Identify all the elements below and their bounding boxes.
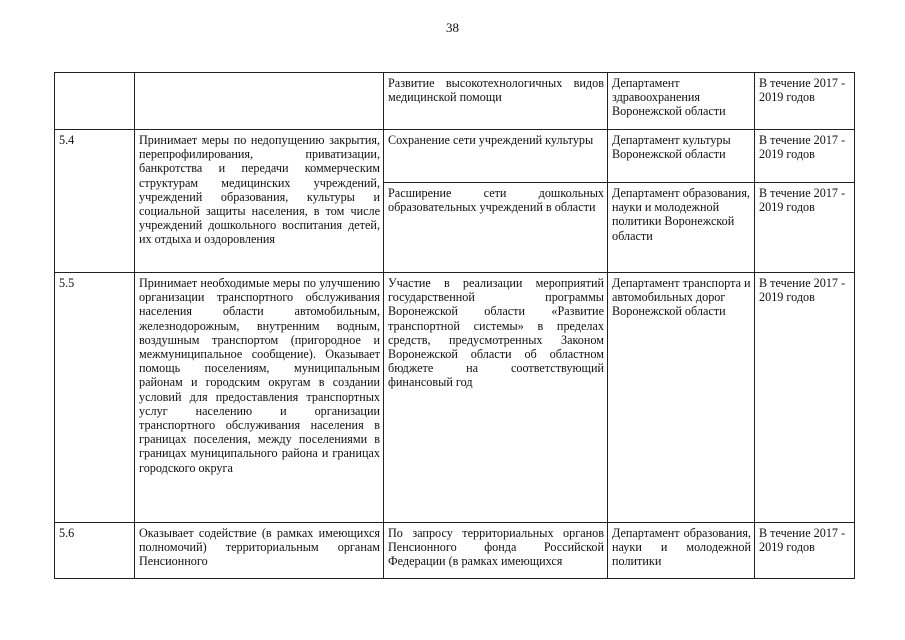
direction-cell: Расширение сети дошкольных образовательных учреждений в области xyxy=(384,183,608,273)
measures-table xyxy=(54,72,855,579)
table-row xyxy=(55,523,855,579)
period-cell: В течение 2017 - 2019 годов xyxy=(755,73,855,130)
row-number xyxy=(55,73,135,130)
row-number: 5.5 xyxy=(55,273,135,523)
measure-cell: Оказывает содействие (в рамках имеющихся полномочий) территориальным органам Пенсионного xyxy=(135,523,384,579)
department-cell: Департамент транспорта и автомобильных дорог Воронежской области xyxy=(608,273,755,523)
period-cell: В течение 2017 - 2019 годов xyxy=(755,523,855,579)
direction-cell: По запросу территориальных органов Пенсионного фонда Российской Федерации (в рамках имеющихся xyxy=(384,523,608,579)
row-number: 5.4 xyxy=(55,130,135,273)
direction-cell: Развитие высокотехнологичных видов медицинской помощи xyxy=(384,73,608,130)
direction-cell: Участие в реализации мероприятий государственной программы Воронежской области «Развитие транспортной системы» в пределах средств, предусмотренных Законом Воронежской области об областном бюджете на соответствующий финансовый год xyxy=(384,273,608,523)
row-number: 5.6 xyxy=(55,523,135,579)
measure-cell xyxy=(135,73,384,130)
period-cell: В течение 2017 - 2019 годов xyxy=(755,130,855,183)
period-cell: В течение 2017 - 2019 годов xyxy=(755,273,855,523)
table-row xyxy=(55,73,855,130)
measure-cell: Принимает меры по недопущению закрытия, перепрофилирования, приватизации, банкротства и передачи коммерческим структурам медицинских учреждений, учреждений образования, культуры и социальной защиты населения, в том числе учреждений дошкольного воспитания детей, их отдыха и оздоровления xyxy=(135,130,384,273)
table-row xyxy=(55,130,855,183)
period-cell: В течение 2017 - 2019 годов xyxy=(755,183,855,273)
department-cell: Департамент образования, науки и молодежной политики Воронежской области xyxy=(608,183,755,273)
measure-cell: Принимает необходимые меры по улучшению организации транспортного обслуживания населения области автомобильным, железнодорожным, внутренним водным, воздушным транспортом (пригородное и межмуниципальное сообщение). Оказывает помощь поселениям, муниципальным районам и городским округам в создании условий для предоставления транспортных услуг населению и организации транспортного обслуживания населения в границах поселения, между поселениями в границах муниципального района и границах городского округа xyxy=(135,273,384,523)
department-cell: Департамент культуры Воронежской области xyxy=(608,130,755,183)
department-cell: Департамент здравоохранения Воронежской области xyxy=(608,73,755,130)
table-row xyxy=(55,273,855,523)
page-number: 38 xyxy=(446,20,459,35)
direction-cell: Сохранение сети учреждений культуры xyxy=(384,130,608,183)
department-cell: Департамент образования, науки и молодежной политики xyxy=(608,523,755,579)
